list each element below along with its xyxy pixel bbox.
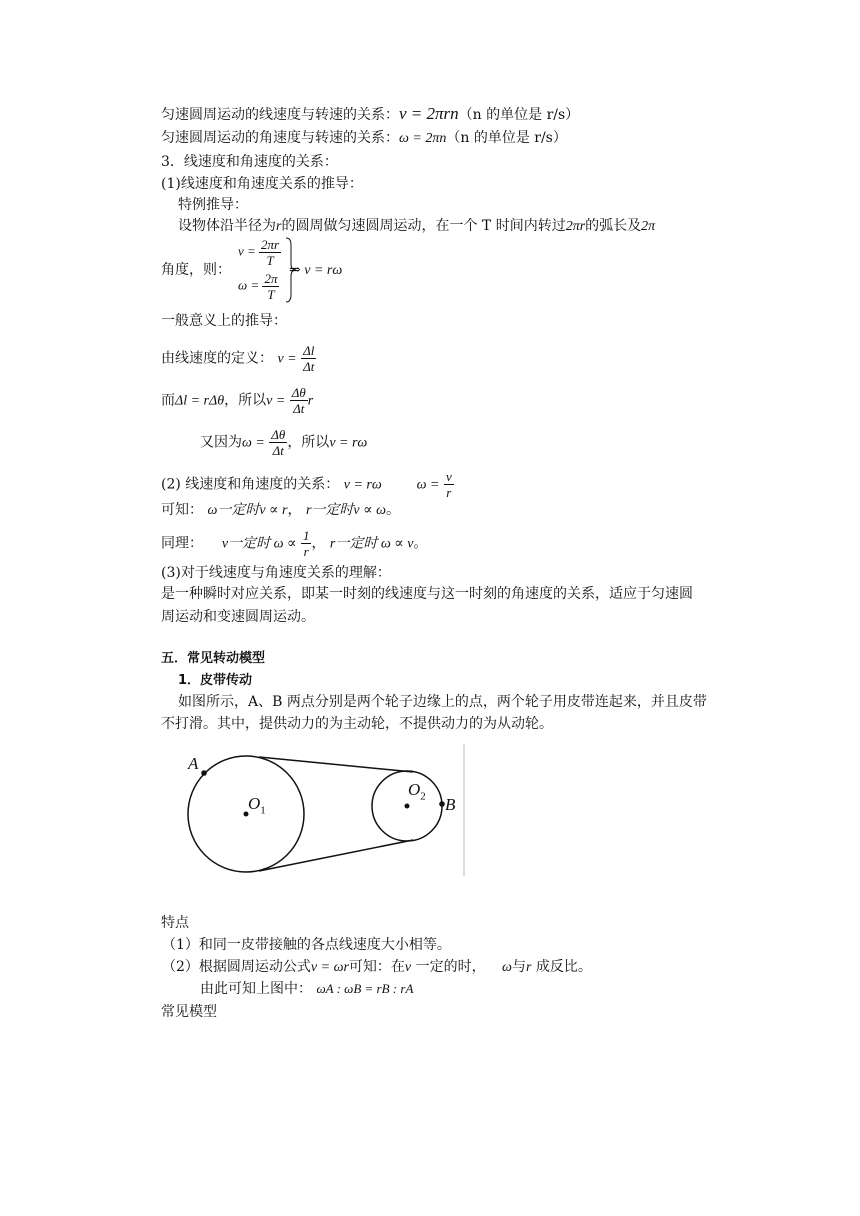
relation-line: (2) 线速度和角速度的关系： v = rω ω = $\frac{v}{r}$ [161,469,452,500]
formula-v-2pirn: v = 2πrn [399,104,459,123]
special-case-label: 特例推导： [178,197,248,213]
proportion-line-1: 可知： ω一定时v ∝ r， r一定时v ∝ ω。 [161,502,400,518]
line-angular-speed-rpm: 匀速圆周运动的角速度与转速的关系：ω = 2πn（n 的单位是 r/s） [161,130,567,146]
common-models-label: 常见模型 [161,1004,217,1020]
arc-length-relation: 而Δl = rΔθ，所以v = $\frac{\Delta\theta}{\Delta t}$ r [161,385,314,416]
fraction-dtheta-dt-2: $\frac{\Delta\theta}{\Delta t}$ [271,427,286,458]
brace-result: ⇒ v = rω [289,263,343,278]
belt-paragraph-line-1: 如图所示，A、B 两点分别是两个轮子边缘上的点，两个轮子用皮带连起来，并且皮带 [178,694,707,710]
angle-label: 角度，则： [161,262,231,278]
belt-drive-heading: 1．皮带传动 [178,673,253,688]
fraction-1-over-r: $\frac{1}{r}$ [302,528,310,559]
linear-velocity-definition: 由线速度的定义： v = $\frac{\Delta l}{\Delta t}$ [161,343,315,374]
belt-drive-diagram [180,742,470,878]
understanding-line-2: 周运动和变速圆周运动。 [161,609,315,625]
proportion-line-2: 同理： v一定时 ω ∝ $\frac{1}{r}$ ， r一定时 ω ∝ v。 [161,528,428,559]
features-label: 特点 [161,915,189,931]
general-derivation-label: 一般意义上的推导： [161,313,287,329]
fraction-v-over-r: $\frac{v}{r}$ [445,469,452,500]
understanding-line-1: 是一种瞬时对应关系，即某一时刻的线速度与这一时刻的角速度的关系，适应于匀速圆 [161,586,693,602]
formula-w-2pin: ω = 2πn [399,131,447,146]
conclusion-line: 由此可知上图中： ωA : ωB = rB : rA [200,981,414,997]
heading-3-1: (1)线速度和角速度关系的推导： [161,176,363,192]
belt-drive-figure [180,742,470,878]
belt-paragraph-line-2: 不打滑。其中，提供动力的为主动轮，不提供动力的为从动轮。 [161,716,553,732]
label-B: B [445,795,456,814]
fraction-2pi-over-T: $\frac{2\pi}{T}$ [264,271,278,302]
section-five-heading: 五．常见转动模型 [161,651,266,666]
label-O2: $O_2$ [408,780,426,803]
fraction-2pir-over-T: $\frac{2\pi r}{T}$ [261,237,280,268]
brace-equation-system: v = $\frac{2\pi r}{T}$ ω = $\frac{2\pi}{T}$ [234,237,304,303]
heading-3-3: (3)对于线速度与角速度关系的理解： [161,565,391,581]
heading-3: 3．线速度和角速度的关系： [161,154,338,170]
label-A: A [188,754,199,773]
fraction-dtheta-dt: $\frac{\Delta\theta}{\Delta t}$ [291,385,306,416]
line-linear-speed-rpm: 匀速圆周运动的线速度与转速的关系：v = 2πrn（n 的单位是 r/s） [161,104,580,123]
fraction-dl-dt: $\frac{\Delta l}{\Delta t}$ [303,343,315,374]
label-O1: $O_1$ [248,794,266,817]
feature-1: （1）和同一皮带接触的各点线速度大小相等。 [162,937,451,953]
special-case-sentence: 设物体沿半径为r的圆周做匀速圆周运动，在一个 T 时间内转过2πr的弧长及2π [178,218,656,234]
feature-2: （2）根据圆周运动公式v = ωr可知：在v 一定的时， ω与r 成反比。 [162,959,592,975]
angular-velocity-definition: 又因为ω = $\frac{\Delta\theta}{\Delta t}$ ，所以v = rω [200,427,368,458]
formula-ratio: ωA : ωB = rB : rA [316,981,414,996]
